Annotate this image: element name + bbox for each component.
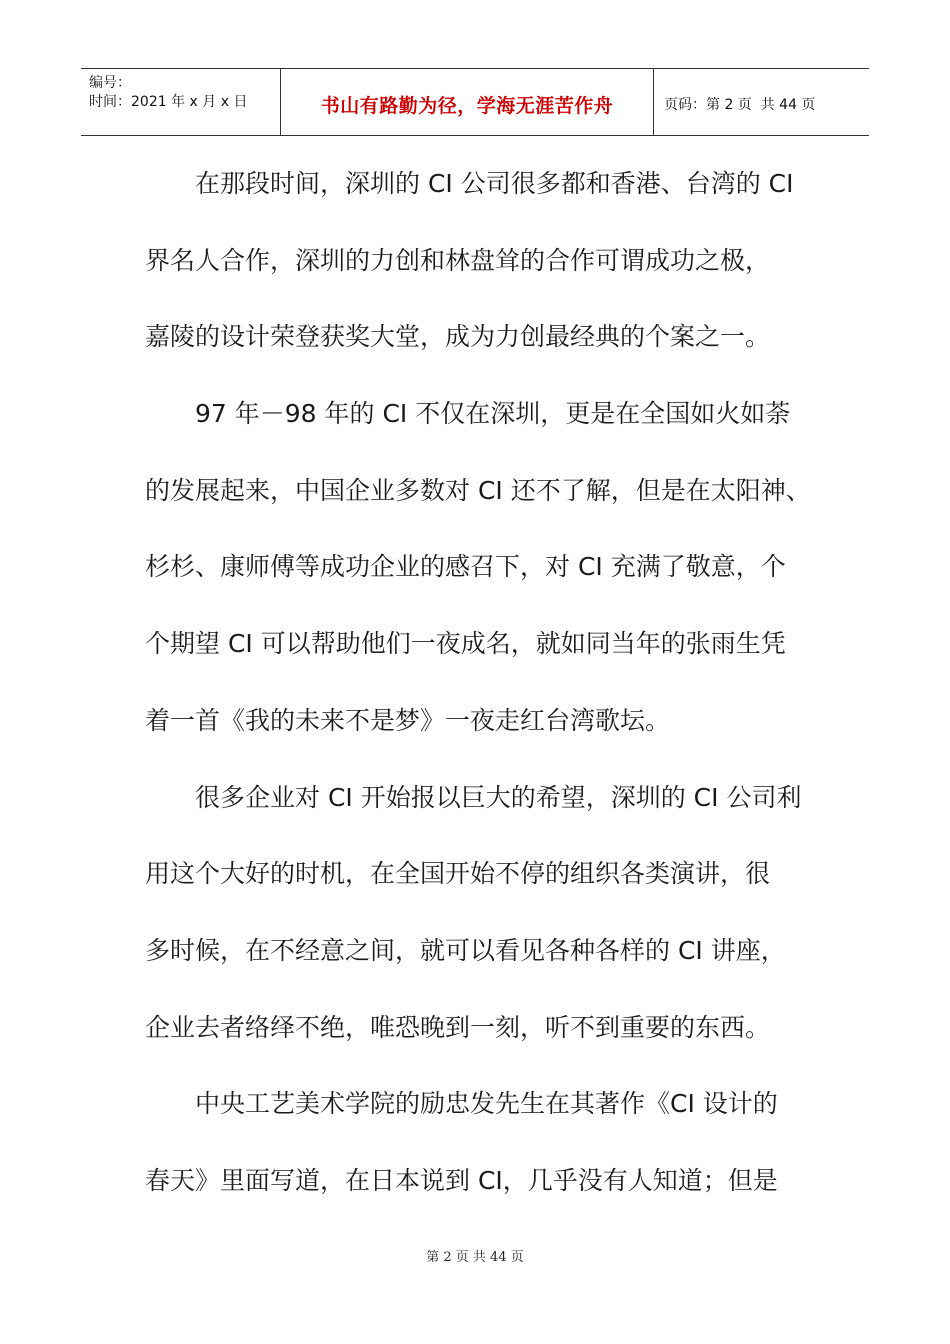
text-line: 多时候，在不经意之间，就可以看见各种各样的 CI 讲座，: [145, 935, 786, 965]
text-line: 界名人合作，深圳的力创和林盘耸的合作可谓成功之极，: [145, 245, 771, 275]
text-line: 中央工艺美术学院的励忠发先生在其著作《CI 设计的: [195, 1089, 778, 1119]
paragraph: [145, 150, 825, 380]
text-line: 97 年－98 年的 CI 不仅在深圳，更是在全国如火如荼: [195, 399, 791, 429]
text-line: 的发展起来，中国企业多数对 CI 还不了解，但是在太阳神、: [145, 475, 811, 505]
text-line: 很多企业对 CI 开始报以巨大的希望，深圳的 CI 公司利: [195, 782, 802, 812]
text-line: 在那段时间，深圳的 CI 公司很多都和香港、台湾的 CI: [195, 169, 794, 198]
document-body: [145, 150, 825, 1224]
time-label: 时间：2021 年 x 月 x 日: [89, 94, 248, 110]
text-line: 着一首《我的未来不是梦》一夜走红台湾歌坛。: [145, 705, 671, 735]
header-page-cell: [654, 69, 869, 135]
header-motto-cell: [281, 69, 654, 135]
document-header: [81, 68, 869, 136]
paragraph: [145, 764, 825, 1071]
paragraph: [145, 380, 825, 763]
header-meta-cell: [81, 69, 281, 135]
text-line: 个期望 CI 可以帮助他们一夜成名，就如同当年的张雨生凭: [145, 629, 786, 659]
number-label: 编号：: [89, 75, 131, 91]
text-line: 杉杉、康师傅等成功企业的感召下，对 CI 充满了敬意，个: [145, 552, 786, 582]
paragraph: [145, 1070, 825, 1223]
header-page-info: 页码：第 2 页 共 44 页: [664, 97, 816, 113]
header-motto: 书山有路勤为径，学海无涯苦作舟: [320, 94, 614, 117]
text-line: 春天》里面写道，在日本说到 CI，几乎没有人知道；但是: [145, 1165, 778, 1195]
text-line: 企业去者络绎不绝，唯恐晚到一刻，听不到重要的东西。: [145, 1012, 771, 1042]
page-footer: 第 2 页 共 44 页: [426, 1250, 524, 1265]
text-line: 嘉陵的设计荣登获奖大堂，成为力创最经典的个案之一。: [145, 322, 771, 352]
text-line: 用这个大好的时机，在全国开始不停的组织各类演讲，很: [145, 859, 771, 889]
